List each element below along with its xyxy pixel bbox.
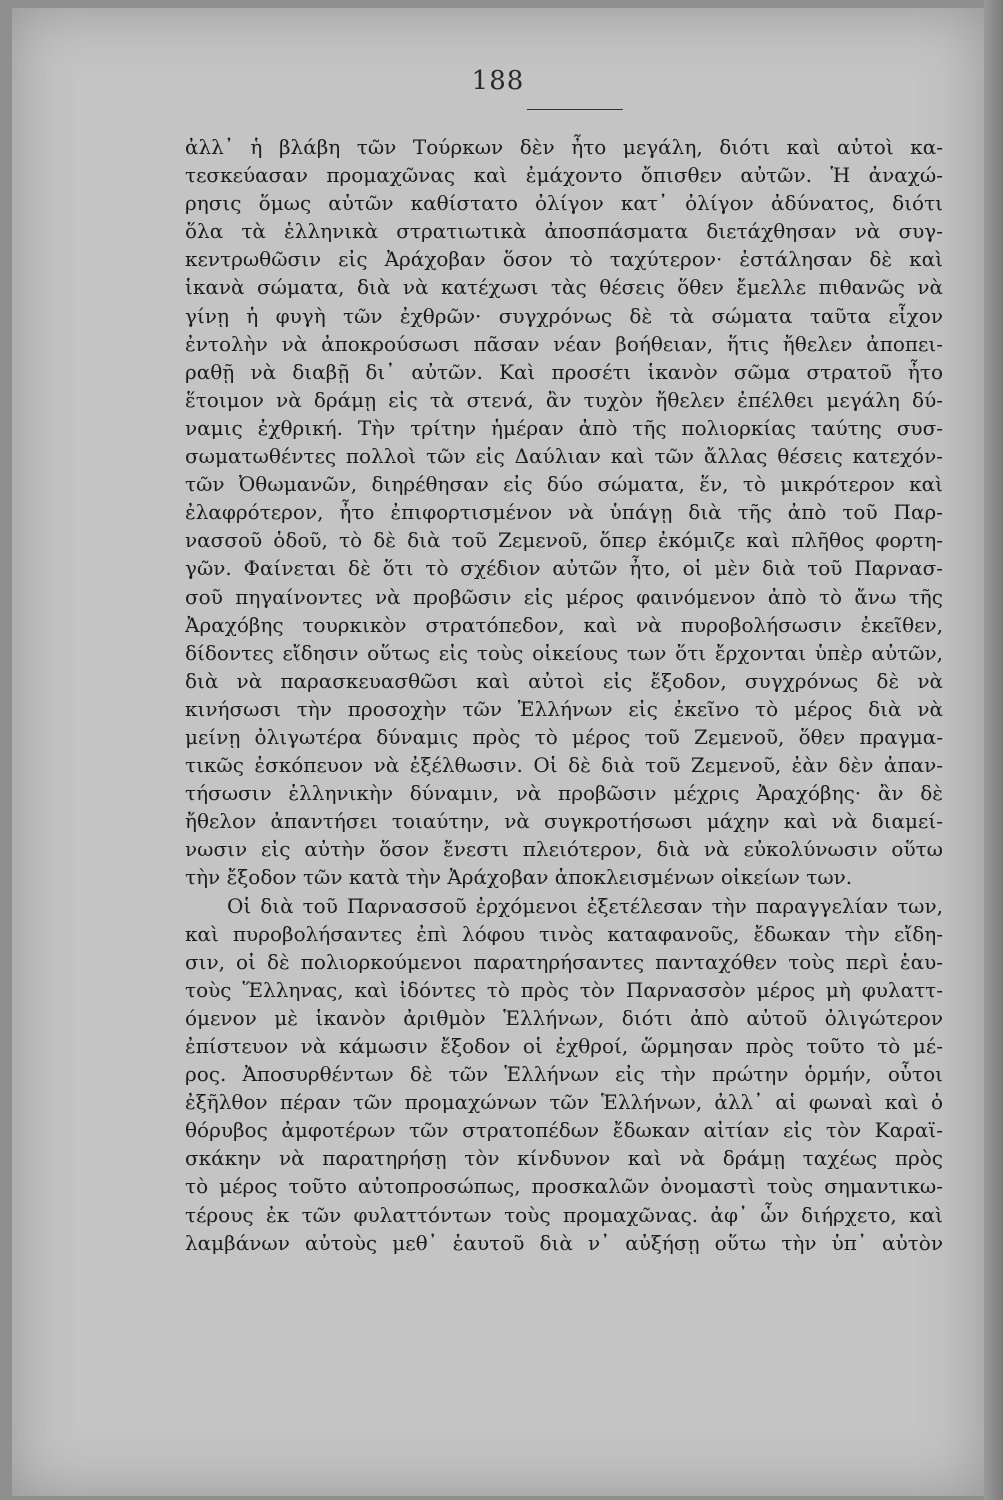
text-line: γῶν. Φαίνεται δὲ ὅτι τὸ σχέδιον αὐτῶν ἦτο, οἱ μὲν διὰ τοῦ Παρνασ-: [185, 556, 943, 581]
text-line: τήσωσιν ἑλληνικὴν δύναμιν, νὰ προβῶσιν μέχρις Ἀραχόβης· ἂν δὲ: [185, 781, 943, 806]
text-line: τὴν ἔξοδον τῶν κατὰ τὴν Ἀράχοβαν ἀποκλεισμένων οἰκείων των.: [185, 865, 853, 890]
text-line: Οἱ διὰ τοῦ Παρνασσοῦ ἐρχόμενοι ἐξετέλεσαν τὴν παραγγελίαν των,: [227, 893, 943, 918]
text-line: τῶν Ὀθωμανῶν, διηρέθησαν εἰς δύο σώματα, ἕν, τὸ μικρότερον καὶ: [185, 472, 943, 497]
text-line: ναμις ἐχθρική. Τὴν τρίτην ἡμέραν ἀπὸ τῆς πολιορκίας ταύτης συσ-: [185, 415, 943, 440]
text-line: ἕτοιμον νὰ δράμῃ εἰς τὰ στενά, ἂν τυχὸν ἤθελεν ἐπέλθει μεγάλη δύ-: [185, 387, 943, 412]
text-line: διὰ νὰ παρασκευασθῶσι καὶ αὐτοὶ εἰς ἔξοδον, συγχρόνως δὲ νὰ: [185, 668, 943, 693]
text-line: ρησις ὅμως αὐτῶν καθίστατο ὀλίγον κατ᾽ ὀλίγον ἀδύνατος, διότι: [185, 191, 943, 216]
text-line: γίνῃ ἡ φυγὴ τῶν ἐχθρῶν· συγχρόνως δὲ τὰ σώματα ταῦτα εἶχον: [185, 303, 943, 328]
text-line: ρος. Ἀποσυρθέντων δὲ τῶν Ἑλλήνων εἰς τὴν πρώτην ὁρμήν, οὗτοι: [185, 1062, 943, 1087]
text-line: σωματωθέντες πολλοὶ τῶν εἰς Δαύλιαν καὶ τῶν ἄλλας θέσεις κατεχόν-: [185, 444, 943, 469]
text-line: τὸ μέρος τοῦτο αὐτοπροσώπως, προσκαλῶν ὀνομαστὶ τοὺς σημαντικω-: [185, 1174, 943, 1199]
paragraph: [185, 892, 943, 1257]
text-line: νασσοῦ ὁδοῦ, τὸ δὲ διὰ τοῦ Ζεμενοῦ, ὅπερ ἐκόμιζε καὶ πλῆθος φορτη-: [185, 528, 943, 553]
page-number-rule: [527, 109, 623, 110]
text-line: ἐντολὴν νὰ ἀποκρούσωσι πᾶσαν νέαν βοήθειαν, ἥτις ἤθελεν ἀποπει-: [185, 331, 943, 356]
text-line: ἐλαφρότερον, ἦτο ἐπιφορτισμένον νὰ ὑπάγῃ διὰ τῆς ἀπὸ τοῦ Παρ-: [185, 500, 943, 525]
text-line: Ἀραχόβης τουρκικὸν στρατόπεδον, καὶ νὰ πυροβολήσωσιν ἐκεῖθεν,: [185, 612, 943, 637]
paragraph: [185, 133, 943, 892]
text-line: κινήσωσι τὴν προσοχὴν τῶν Ἑλλήνων εἰς ἐκεῖνο τὸ μέρος διὰ νὰ: [185, 696, 943, 721]
text-line: μείνῃ ὀλιγωτέρα δύναμις πρὸς τὸ μέρος τοῦ Ζεμενοῦ, ὅθεν πραγμα-: [185, 724, 943, 749]
text-line: τέρους ἐκ τῶν φυλαττόντων τοὺς προμαχῶνας. ἀφ᾽ ὧν διήρχετο, καὶ: [185, 1202, 943, 1227]
page-edge-shadow: [984, 0, 1003, 1500]
text-line: ἱκανὰ σώματα, διὰ νὰ κατέχωσι τὰς θέσεις ὅθεν ἔμελλε πιθανῶς νὰ: [185, 275, 943, 300]
text-line: νωσιν εἰς αὐτὴν ὅσον ἔνεστι πλειότερον, διὰ νὰ εὐκολύνωσιν οὕτω: [185, 837, 943, 862]
text-line: τικῶς ἐσκόπευον νὰ ἐξέλθωσιν. Οἱ δὲ διὰ τοῦ Ζεμενοῦ, ἐὰν δὲν ἀπαν-: [185, 753, 943, 778]
page-number: 188: [471, 66, 525, 96]
text-line: λαμβάνων αὐτοὺς μεθ᾽ ἑαυτοῦ διὰ ν᾽ αὐξήσῃ οὕτω τὴν ὑπ᾽ αὐτὸν: [185, 1230, 943, 1255]
text-line: σοῦ πηγαίνοντες νὰ προβῶσιν εἰς μέρος φαινόμενον ἀπὸ τὸ ἄνω τῆς: [185, 584, 943, 609]
text-line: δίδοντες εἴδησιν οὕτως εἰς τοὺς οἰκείους των ὅτι ἔρχονται ὑπὲρ αὐτῶν,: [185, 640, 943, 665]
text-line: σιν, οἱ δὲ πολιορκούμενοι παρατηρήσαντες πανταχόθεν τοὺς περὶ ἑαυ-: [185, 949, 943, 974]
text-line: τοὺς Ἕλληνας, καὶ ἰδόντες τὸ πρὸς τὸν Παρνασσὸν μέρος μὴ φυλαττ-: [185, 977, 943, 1002]
text-line: σκάκην νὰ παρατηρήσῃ τὸν κίνδυνον καὶ νὰ δράμῃ ταχέως πρὸς: [185, 1146, 943, 1171]
text-line: τεσκεύασαν προμαχῶνας καὶ ἐμάχοντο ὄπισθεν αὐτῶν. Ἡ ἀναχώ-: [185, 163, 943, 188]
body-text: [185, 133, 943, 1257]
text-line: ὅλα τὰ ἑλληνικὰ στρατιωτικὰ ἀποσπάσματα διετάχθησαν νὰ συγ-: [185, 219, 943, 244]
text-line: κεντρωθῶσιν εἰς Ἀράχοβαν ὅσον τὸ ταχύτερον· ἐστάλησαν δὲ καὶ: [185, 247, 943, 272]
text-line: ἐξῆλθον πέραν τῶν προμαχώνων τῶν Ἑλλήνων, ἀλλ᾽ αἱ φωναὶ καὶ ὁ: [185, 1090, 943, 1115]
text-line: ἤθελον ἀπαντήσει τοιαύτην, νὰ συγκροτήσωσι μάχην καὶ νὰ διαμεί-: [185, 809, 943, 834]
text-line: ραθῇ νὰ διαβῇ δι᾽ αὐτῶν. Καὶ προσέτι ἱκανὸν σῶμα στρατοῦ ἦτο: [185, 359, 943, 384]
text-line: θόρυβος ἀμφοτέρων τῶν στρατοπέδων ἔδωκαν αἰτίαν εἰς τὸν Καραϊ-: [185, 1118, 943, 1143]
text-line: ἀλλ᾽ ἡ βλάβη τῶν Τούρκων δὲν ἦτο μεγάλη, διότι καὶ αὐτοὶ κα-: [185, 135, 943, 159]
text-line: ἐπίστευον νὰ κάμωσιν ἔξοδον οἱ ἐχθροί, ὥρμησαν πρὸς τοῦτο τὸ μέ-: [185, 1034, 943, 1058]
text-line: όμενον μὲ ἱκανὸν ἀριθμὸν Ἑλλήνων, διότι ἀπὸ αὐτοῦ ὀλιγώτερον: [185, 1005, 943, 1030]
book-page: [12, 8, 984, 1496]
text-line: καὶ πυροβολήσαντες ἐπὶ λόφου τινὸς καταφανοῦς, ἔδωκαν τὴν εἴδη-: [185, 921, 943, 946]
